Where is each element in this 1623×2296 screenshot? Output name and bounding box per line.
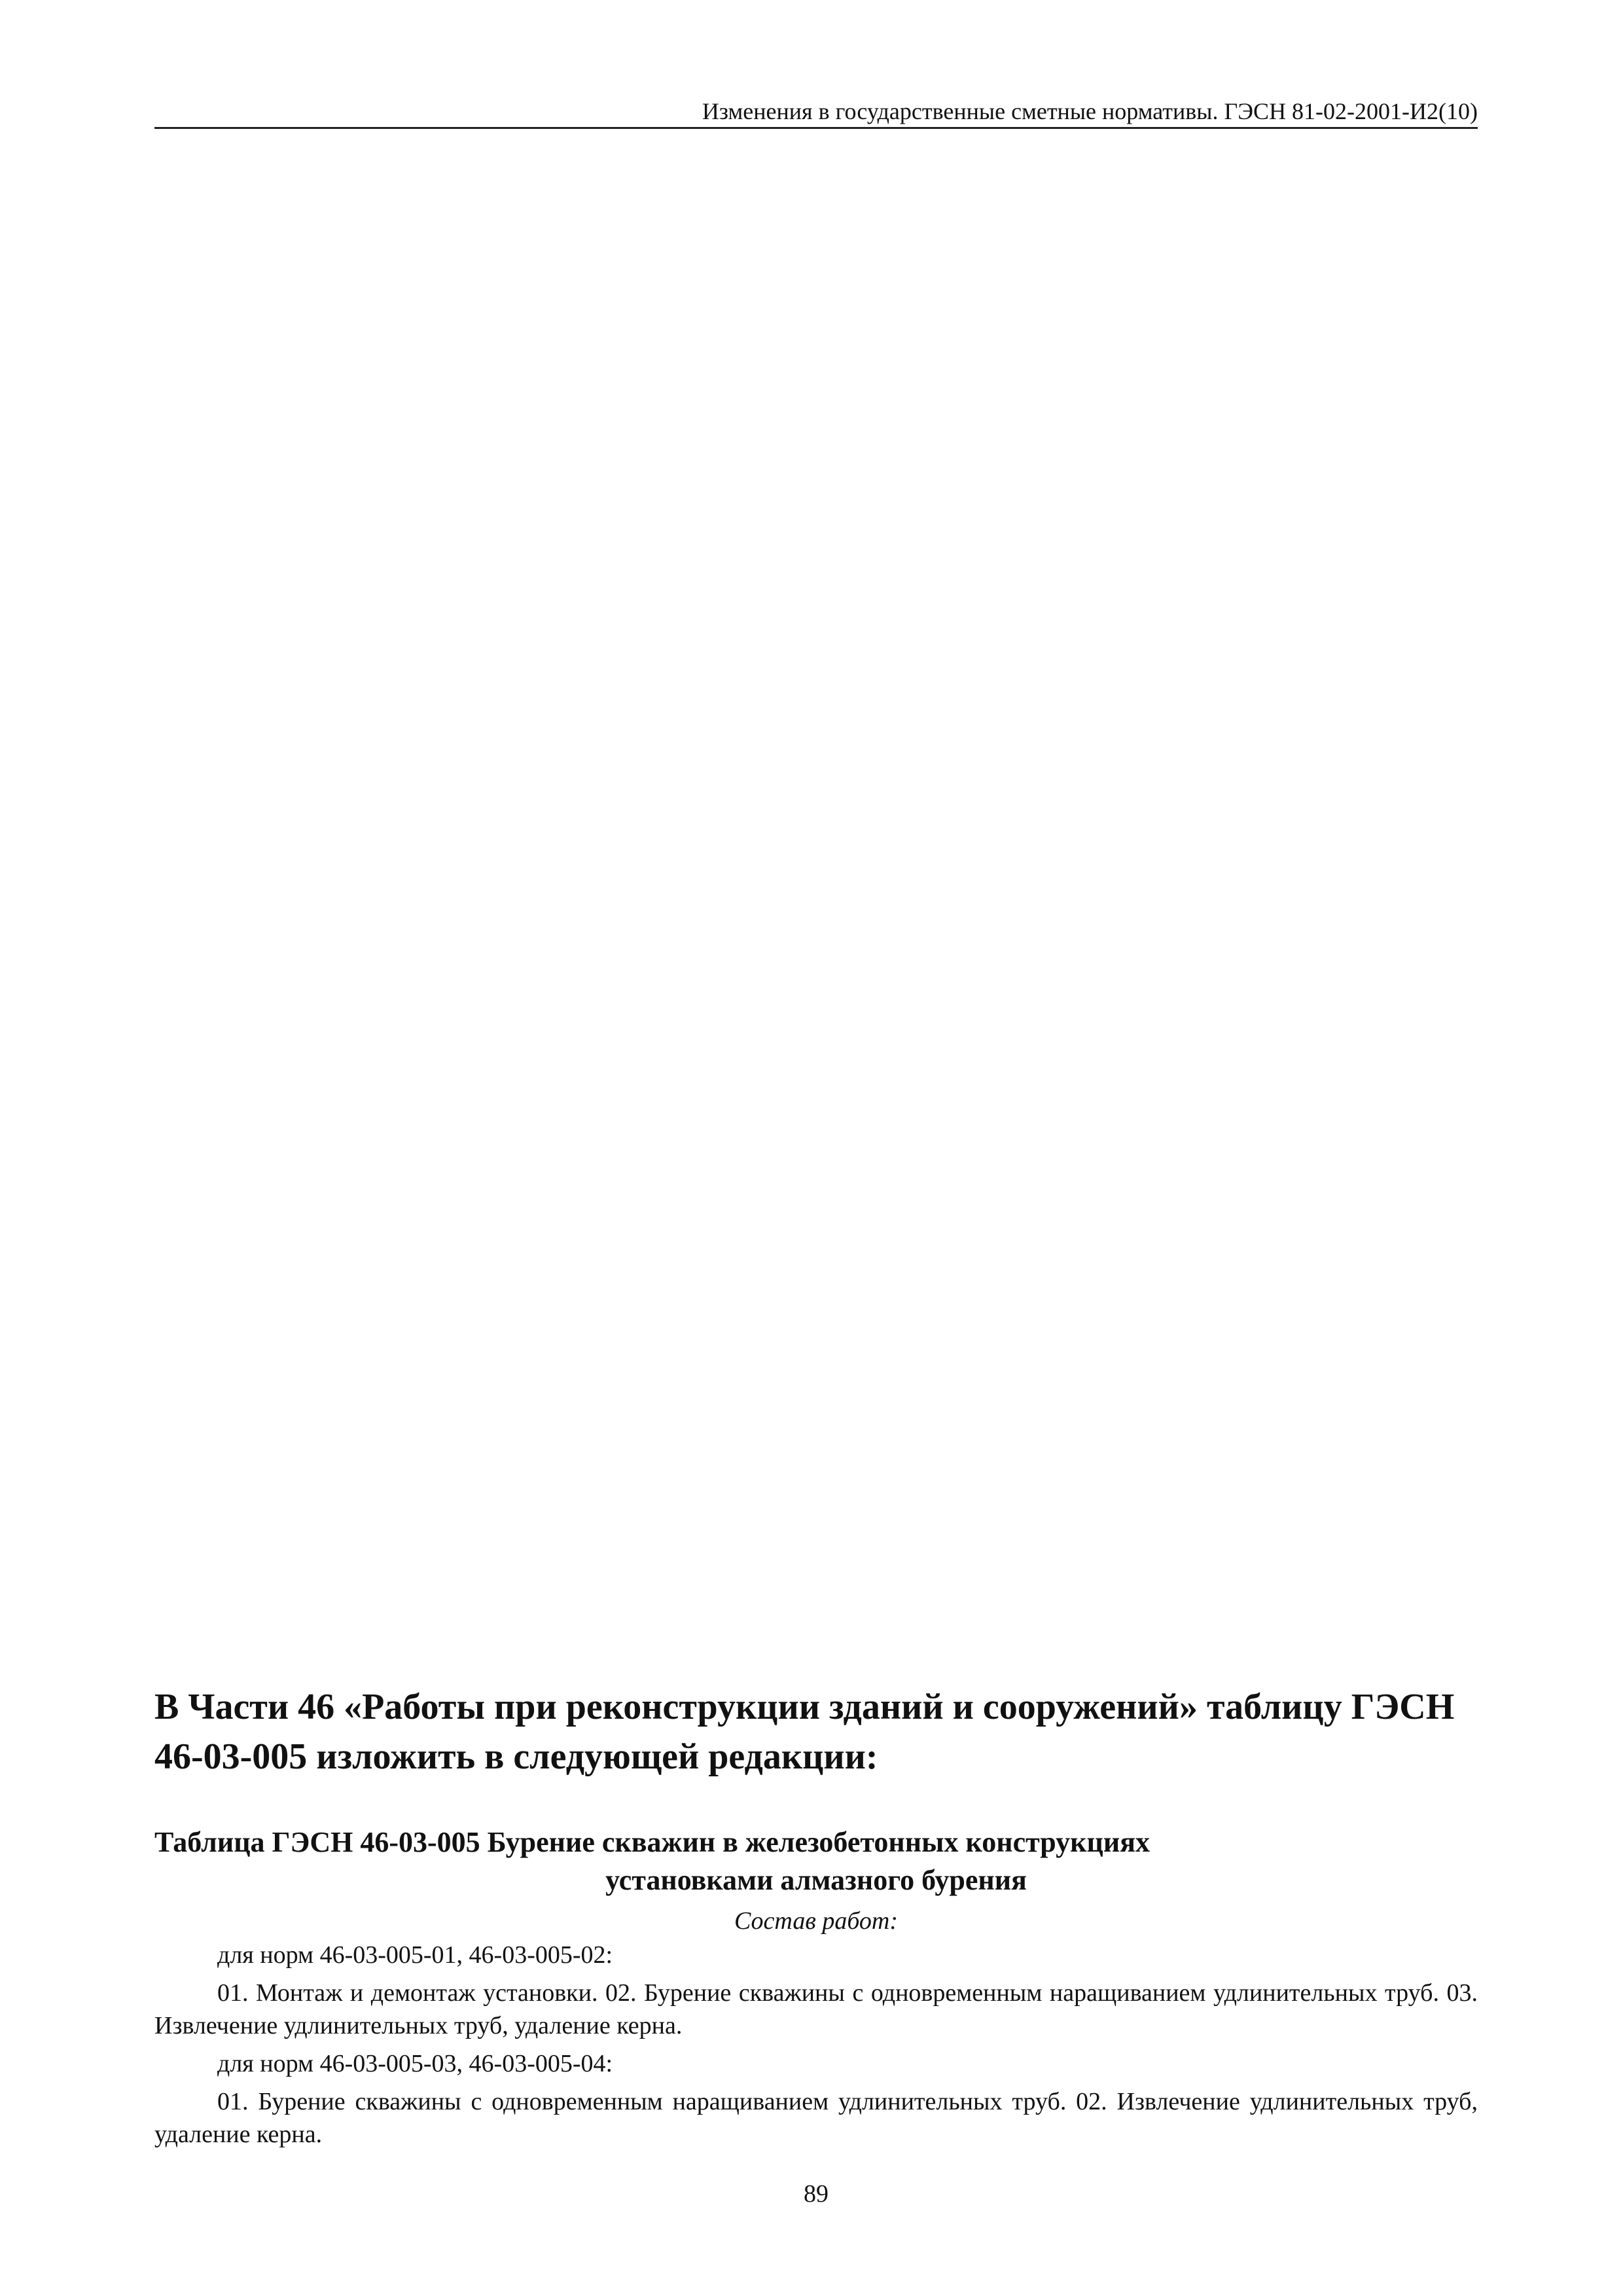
table-title-line-1: Таблица ГЭСН 46-03-005 Бурение скважин в железобетонных конструкциях xyxy=(154,1826,1150,1858)
work-steps-1: 01. Монтаж и демонтаж установки. 02. Бурение скважины с одновременным наращиванием удлинительных труб. 03. Извлечение удлинительных труб, удаление керна. xyxy=(154,1979,1478,2039)
page-number: 89 xyxy=(804,2180,829,2208)
norms-label-2: для норм 46-03-005-03, 46-03-005-04: xyxy=(217,2050,613,2077)
section-heading: В Части 46 «Работы при реконструкции зданий и сооружений» таблицу ГЭСН 46-03-005 изложить в следующей редакции: xyxy=(154,1687,1455,1777)
table-title xyxy=(154,1823,1478,1899)
running-header: Изменения в государственные сметные нормативы. ГЭСН 81-02-2001-И2(10) xyxy=(702,98,1478,124)
work-composition-body xyxy=(154,1939,1478,2156)
work-composition-heading: Состав работ: xyxy=(734,1907,899,1935)
header-rule xyxy=(154,127,1478,129)
norms-label-1: для норм 46-03-005-01, 46-03-005-02: xyxy=(217,1941,613,1969)
work-steps-2: 01. Бурение скважины с одновременным наращиванием удлинительных труб. 02. Извлечение удлинительных труб, удаление керна. xyxy=(154,2088,1478,2148)
table-title-line-2: установками алмазного бурения xyxy=(605,1864,1027,1896)
